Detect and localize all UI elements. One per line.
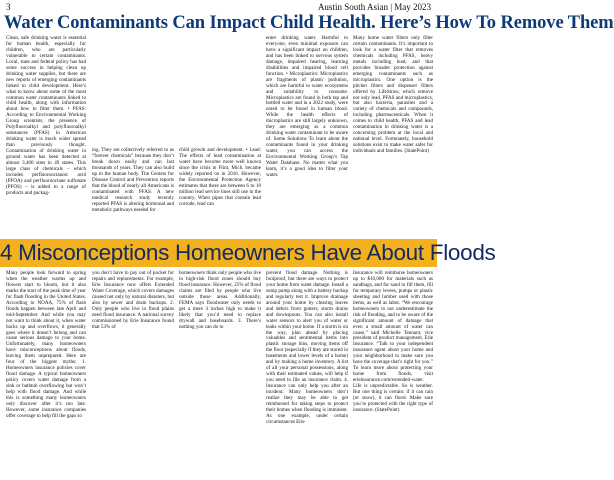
- flood-article-banner: 4 Misconceptions Homeowners Have About Floods: [0, 240, 496, 265]
- article1-column-3: [179, 148, 261, 236]
- article2-column-5: [353, 271, 433, 478]
- article2-column-2: [92, 271, 174, 478]
- article1-column-1: [6, 36, 86, 236]
- page-number: 3: [6, 2, 11, 12]
- article1-col1-text: Clean, safe drinking water is essential for human health, especially for children, who are particularly vulnerable to certain contaminants. Local, state and federal policy has had some success in helping clean up drinking water supplies, but there are new reports of emerging contaminants linked to child development. Here’s what to know about some of the most common water contaminants linked to child health, along with information about how to filter them. • PFAS: According to Environmental Working Group scientists, the presence of Polyfluoroalkyl and polyfluoroalkyl substances (PFAS) in American drinking water is much wider spread than previously thought. Contamination of drinking water in ground water has been detected at almost 3,400 sites in 49 states. This large class of chemicals – which includes perfluorooctanoic acid (PFOA) and perfluorooctane sulfonate (PFOS) – is added to a range of products and packag-: [6, 35, 86, 196]
- article2-col4-text: prevent flood damage. Nothing is foolproof, but there are ways to protect your home from water damage. Install a sump pump along with a battery backup and regularly test it. Improve drainage around your home by clearing leaves and debris from gutters, storm drains and downspouts. You can also install water sensors to alert you of water or leaks within your home. If a storm is on the way, plan ahead by placing valuables and sentimental items into plastic storage bins, moving items off the floor (especially if they are stored in basements and lower levels of a home) and by making a home inventory. A list of all your personal possessions, along with their estimated values, will help if you need to file an insurance claim. 4. Insurance can only help you after an incident. Many homeowners don’t realize they may be able to get reimbursed for taking steps to protect their homes when flooding is imminent. As one example, under certain circumstances Erie: [266, 270, 348, 425]
- article2-column-1: [6, 271, 86, 478]
- article2-col2-text: you don’t have to pay out of pocket for repairs and replacements. For example, Erie Insurance now offers Extended Water Coverage, which covers damages caused not only by natural disasters, but also by sewer and drain backups. 2. Only people who live in flood plains need flood insurance. A national survey commissioned by Erie Insurance found that 53% of: [92, 270, 174, 330]
- article1-column-4: [266, 36, 348, 236]
- article2-col3-text: homeowners think only people who live in high-risk flood zones should buy flood insurance. However, 25% of flood claims are filed by people who live outside those areas. Additionally, FEMA says floodwater only needs to get a mere 3 inches high to make it likely that you’d need to replace drywall and baseboards. 3. There’s nothing you can do to: [179, 270, 261, 330]
- article-headline: Water Contaminants Can Impact Child Health. Here’s How To Remove Them: [4, 13, 614, 33]
- article2-column-3: [179, 271, 261, 478]
- publication-line: Austin South Asian | May 2023: [317, 2, 431, 12]
- article1-col3-text: child growth and development. • Lead: The effects of lead contamination at water have become more well known since the crisis in Flint, Mich. became widely reported on in 2016. However, the Environmental Protection Agency estimates that there are between 6 to 10 million lead service lines still use in the country. When pipes that contain lead corrode, lead can: [179, 147, 261, 207]
- article1-column-2: [92, 148, 174, 236]
- article2-column-4: [266, 271, 348, 478]
- article1-col4-text: enter drinking water. Harmful to everyone, even minimal exposure can have a significant impact on children, and has been linked to nervous system damage, impaired hearing, learning disabilities and impaired blood cell function. • Microplastics: Microplastics are fragments of plastic pollution, which are harmful to water ecosystems and suitability to consume. Microplastics are found in both tap and bottled water and in a 2022 study, were noted to be found in human blood. While the health effects of microplastics are still largely unknown, they are emerging as a common drinking water contaminant to be aware of. Some Solutions To learn about the contaminants found in your drinking water, you can access the Environmental Working Group’s Tap Water Database. No matter what you learn, it’s a good idea to filter your water.: [266, 35, 348, 178]
- article2-col5-text: Insurance will reimburse homeowners up to $10,000 for materials such as sandbags, and for sand to fill them, fill for temporary levees, pumps or plastic sheeting and lumber used with those items, as well as labor. “We encourage homeowners to not underestimate the risk of flooding, and to be aware of the significant amount of damage that even a small amount of water can cause,” said Michelle Tennant, vice president of product management, Erie Insurance. “Talk to your independent insurance agent about your home and your neighborhood to make sure you have the coverage that’s right for you.” To learn more about protecting your home from floods, visit erieinsurance.com/extended-water. Life is unpredictable. So is weather. But one thing is certain: if it can rain (or snow), it can flood. Make sure you’re protected with the right type of insurance. (StatePoint): [353, 270, 433, 413]
- article2-col1-text: Many people look forward to spring when the weather warms up and flowers start to bloom, but it also marks the start of the peak time of year for flash flooding in the United States. According to NOAA, 75% of flash floods happen between late April and mid-September. And while you may not want to think about it, when water backs up and overflows, it generally goes where it doesn’t belong and can cause serious damage to your home. Unfortunately, many homeowners have misconceptions about floods, leaving them unprepared. Here are four of the biggest myths: 1. Homeowners insurance policies cover flood damage. A typical homeowners policy covers water damage from a sink or bathtub overflowing but won’t help with flood damage. And while this is something many homeowners only discover after it’s too late. However, some insurance companies offer coverage to help fill the gaps so: [6, 270, 86, 419]
- article1-col2-text: ing. They are collectively referred to as “forever chemicals” because they don’t break down easily and can last thousands of years. They can also build up in the human body. The Centers for Disease Control and Prevention reports that the blood of nearly all Americans is contaminated with PFAS. A new medical research study recently reported PFAS is altering hormonal and metabolic pathways needed for: [92, 147, 174, 213]
- article1-column-5: [353, 36, 433, 236]
- article1-col5-text: Many home water filters only filter certain contaminants. It’s important to look for a water filter that removes chemicals including PFAS, heavy metals including lead, and that provides broader protection against emerging contaminants such as microplastics. One option is the pitcher filters and dispenser filters offered by LifeStraw, which remove not only lead, PFAS and microplastics, but also bacteria, parasites and a variety of chemicals and compounds, including pharmaceuticals. When it comes to child health, PFAS and lead contamination in drinking water is a concerning problem at the local and national level. Fortunately, household solutions exist to make water safer for individuals and families. (StatePoint): [353, 35, 433, 155]
